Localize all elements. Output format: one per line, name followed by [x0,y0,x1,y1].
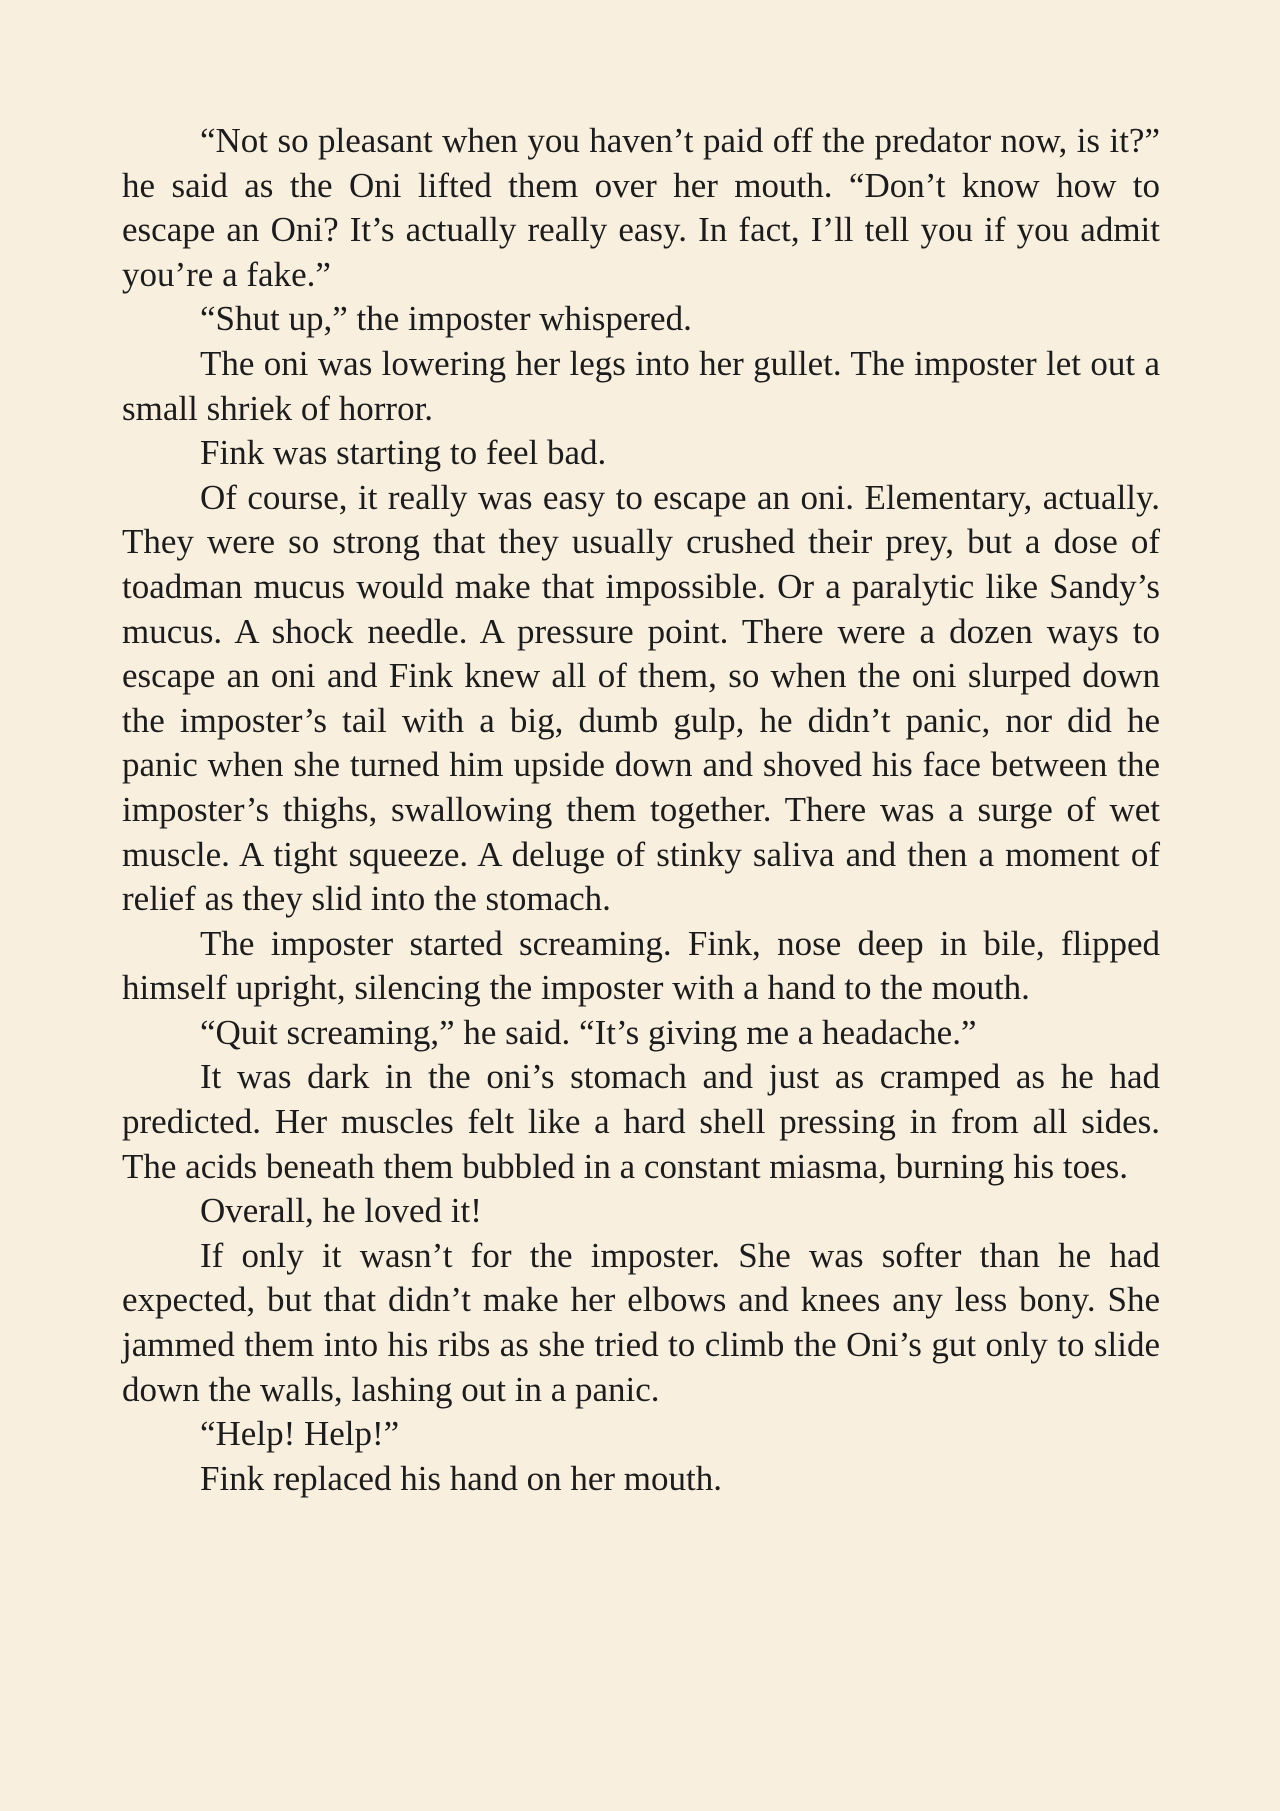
paragraph: The imposter started screaming. Fink, nose deep in bile, flipped himself upright, silencing the imposter with a hand to the mouth. [122,923,1160,1008]
paragraph: “Shut up,” the imposter whispered. [200,299,692,339]
paragraph: The oni was lowering her legs into her gullet. The imposter let out a small shriek of horror. [122,343,1160,428]
paragraph: “Quit screaming,” he said. “It’s giving me a headache.” [200,1012,977,1052]
paragraph: “Not so pleasant when you haven’t paid off the predator now, is it?” he said as the Oni lifted them over her mouth. “Don’t know how to escape an Oni? It’s actually really easy. In fact, I’ll tell you if you admit you’re a fake.” [122,121,1160,294]
paragraph: Of course, it really was easy to escape an oni. Elementary, actually. They were so strong that they usually crushed their prey, but a dose of toadman mucus would make that impossible. Or a paralytic like Sandy’s mucus. A shock needle. A pressure point. There were a dozen ways to escape an oni and Fink knew all of them, so when the oni slurped down the imposter’s tail with a big, dumb gulp, he didn’t panic, nor did he panic when she turned him upside down and shoved his face between the imposter’s thighs, swallowing them together. There was a surge of wet muscle. A tight squeeze. A deluge of stinky saliva and then a moment of relief as they slid into the stomach. [122,477,1160,919]
paragraph: Fink replaced his hand on her mouth. [200,1458,722,1498]
document-page [122,119,1160,1501]
paragraph: It was dark in the oni’s stomach and just as cramped as he had predicted. Her muscles felt like a hard shell pressing in from all sides. The acids beneath them bubbled in a constant miasma, burning his toes. [122,1057,1160,1186]
paragraph: “Help! Help!” [200,1414,400,1454]
paragraph: Fink was starting to feel bad. [200,433,607,473]
paragraph: If only it wasn’t for the imposter. She was softer than he had expected, but that didn’t make her elbows and knees any less bony. She jammed them into his ribs as she tried to climb the Oni’s gut only to slide down the walls, lashing out in a panic. [122,1235,1160,1409]
paragraph: Overall, he loved it! [200,1191,482,1231]
